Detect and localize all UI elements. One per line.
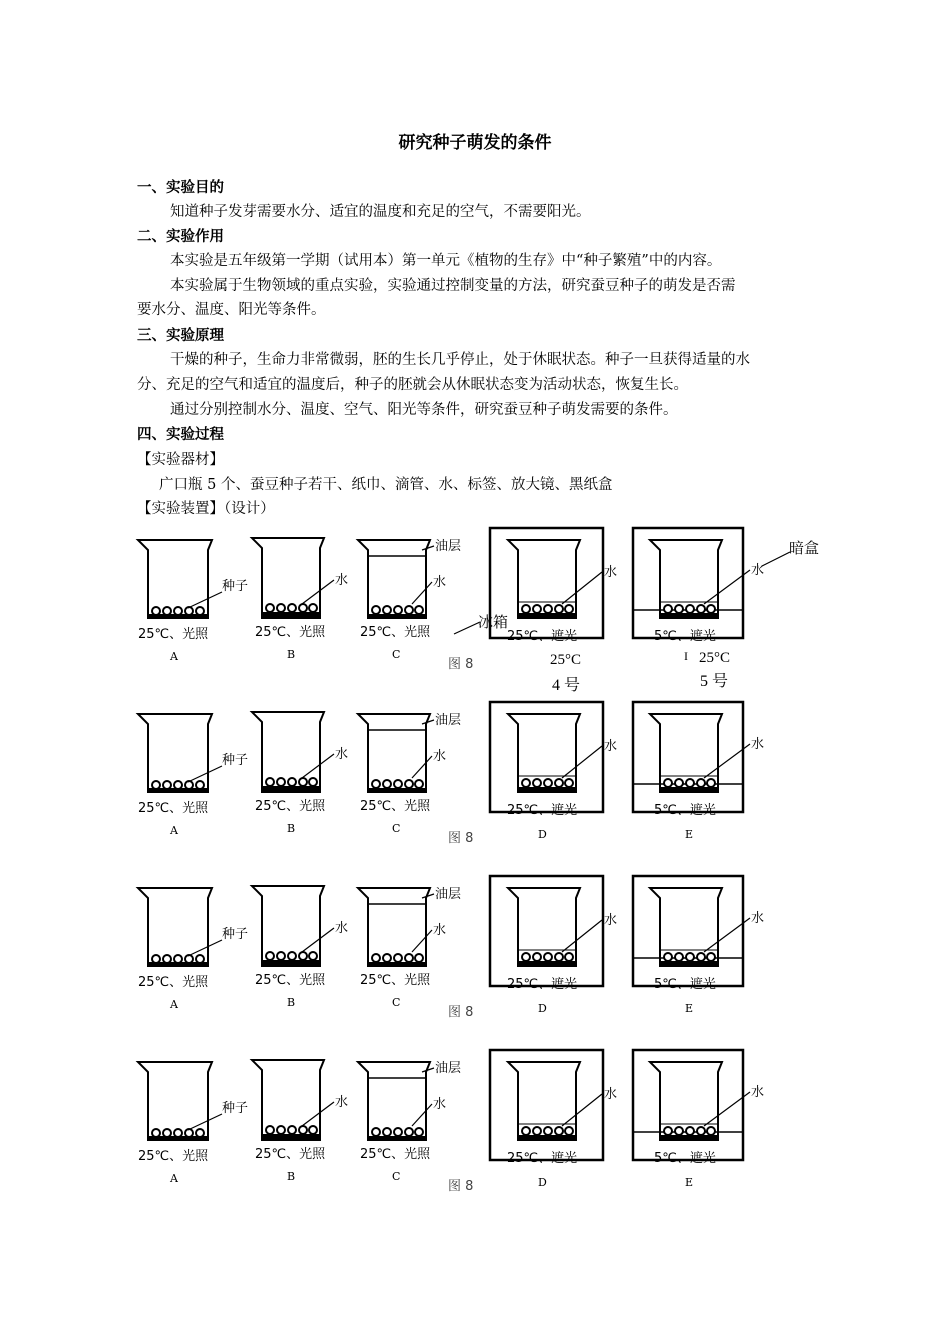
condition-d: 25℃、遮光 <box>507 977 578 992</box>
principle-paragraph-1a: 干燥的种子，生命力非常微弱，胚的生长几乎停止，处于休眠状态。种子一旦获得适量的水 <box>170 352 750 368</box>
water-label-c: 水 <box>433 1097 447 1112</box>
letter-a: A <box>170 998 178 1011</box>
condition-d: 25℃、遮光 <box>507 803 578 818</box>
condition-e: 5℃、遮光 <box>654 803 716 818</box>
setup-diagram <box>130 874 830 1052</box>
condition-a: 25℃、光照 <box>138 801 209 816</box>
condition-b: 25℃、光照 <box>255 799 326 814</box>
condition-c: 25℃、光照 <box>360 625 431 640</box>
setup-diagram <box>130 1048 830 1226</box>
figure-label: 图 8 <box>448 831 474 846</box>
water-label-e: 水 <box>751 737 765 752</box>
materials-heading: 【实验器材】 <box>137 452 224 468</box>
letter-a: A <box>170 1172 178 1185</box>
water-label-b: 水 <box>335 1095 349 1110</box>
letter-c: C <box>392 996 401 1009</box>
condition-b: 25℃、光照 <box>255 973 326 988</box>
oil-label: 油层 <box>435 887 462 902</box>
letter-b: B <box>287 648 296 661</box>
section-heading-principle: 三、实验原理 <box>137 328 224 344</box>
condition-c: 25℃、光照 <box>360 973 431 988</box>
role-paragraph-2a: 本实验属于生物领域的重点实验，实验通过控制变量的方法，研究蚕豆种子的萌发是否需 <box>170 278 736 294</box>
number-annotation-e: 5 号 <box>700 673 729 690</box>
dark-box-d <box>490 702 603 812</box>
letter-b: B <box>287 996 296 1009</box>
materials-text: 广口瓶 5 个、蚕豆种子若干、纸巾、滴管、水、标签、放大镜、黑纸盒 <box>159 477 613 493</box>
dark-box-e <box>633 876 743 986</box>
dark-box-e <box>633 1050 743 1160</box>
letter-a: A <box>170 650 178 663</box>
letter-e-fragment: I <box>684 649 688 663</box>
water-label-d: 水 <box>604 565 618 580</box>
condition-a: 25℃、光照 <box>138 1149 209 1164</box>
letter-e: E <box>685 828 694 841</box>
condition-b: 25℃、光照 <box>255 1147 326 1162</box>
condition-e: 5℃、遮光 <box>654 977 716 992</box>
dark-box-e <box>633 702 743 812</box>
letter-a: A <box>170 824 178 837</box>
purpose-text: 知道种子发芽需要水分、适宜的温度和充足的空气，不需要阳光。 <box>170 204 591 220</box>
letter-e: E <box>685 1176 694 1189</box>
letter-d: D <box>538 1176 547 1189</box>
page-title: 研究种子萌发的条件 <box>398 133 552 153</box>
role-paragraph-2b: 要水分、温度、阳光等条件。 <box>137 302 326 318</box>
condition-d: 25℃、遮光 <box>507 629 578 644</box>
fridge-annotation: 冰箱 <box>478 615 509 631</box>
letter-d: D <box>538 828 547 841</box>
seed-label: 种子 <box>222 927 249 942</box>
condition-c: 25℃、光照 <box>360 799 431 814</box>
figure-label: 图 8 <box>448 1005 474 1020</box>
diagram-3 <box>130 874 830 1052</box>
water-label-e: 水 <box>751 563 765 578</box>
section-heading-purpose: 一、实验目的 <box>137 180 224 196</box>
water-label-c: 水 <box>433 749 447 764</box>
setup-heading: 【实验装置】（设计） <box>137 501 275 517</box>
figure-label: 图 8 <box>448 1179 474 1194</box>
principle-paragraph-1b: 分、充足的空气和适宜的温度后，种子的胚就会从休眠状态变为活动状态，恢复生长。 <box>137 377 688 393</box>
oil-label: 油层 <box>435 713 462 728</box>
seed-label: 种子 <box>222 753 249 768</box>
water-label-d: 水 <box>604 1087 618 1102</box>
principle-paragraph-2: 通过分别控制水分、温度、空气、阳光等条件，研究蚕豆种子萌发需要的条件。 <box>170 402 678 418</box>
condition-a: 25℃、光照 <box>138 975 209 990</box>
section-heading-process: 四、实验过程 <box>137 427 224 443</box>
water-label-d: 水 <box>604 913 618 928</box>
letter-d: D <box>538 1002 547 1015</box>
seed-label: 种子 <box>222 1101 249 1116</box>
dark-box-d <box>490 876 603 986</box>
water-label-c: 水 <box>433 923 447 938</box>
letter-c: C <box>392 648 401 661</box>
seed-label: 种子 <box>222 579 249 594</box>
dark-box-d <box>490 1050 603 1160</box>
diagram-4 <box>130 1048 830 1226</box>
water-label-b: 水 <box>335 747 349 762</box>
dark-box-e <box>633 528 743 638</box>
letter-b: B <box>287 822 296 835</box>
condition-c: 25℃、光照 <box>360 1147 431 1162</box>
condition-b: 25℃、光照 <box>255 625 326 640</box>
number-annotation-d: 4 号 <box>552 677 581 694</box>
temp-annotation-e: 25°C <box>699 650 731 666</box>
oil-label: 油层 <box>435 539 462 554</box>
letter-c: C <box>392 822 401 835</box>
water-label-b: 水 <box>335 573 349 588</box>
role-paragraph-1: 本实验是五年级第一学期（试用本）第一单元《植物的生存》中“种子繁殖”中的内容。 <box>170 253 722 269</box>
setup-diagram <box>130 700 830 878</box>
temp-annotation-d: 25°C <box>550 652 582 668</box>
water-label-e: 水 <box>751 1085 765 1100</box>
dark-box-annotation: 暗盒 <box>789 541 820 557</box>
condition-d: 25℃、遮光 <box>507 1151 578 1166</box>
letter-c: C <box>392 1170 401 1183</box>
dark-box-pointer <box>760 548 794 568</box>
diagram-2 <box>130 700 830 878</box>
letter-b: B <box>287 1170 296 1183</box>
fridge-pointer <box>452 620 482 636</box>
water-label-c: 水 <box>433 575 447 590</box>
condition-a: 25℃、光照 <box>138 627 209 642</box>
water-label-e: 水 <box>751 911 765 926</box>
water-label-d: 水 <box>604 739 618 754</box>
section-heading-role: 二、实验作用 <box>137 229 224 245</box>
letter-e: E <box>685 1002 694 1015</box>
condition-e: 5℃、遮光 <box>654 1151 716 1166</box>
water-label-b: 水 <box>335 921 349 936</box>
oil-label: 油层 <box>435 1061 462 1076</box>
figure-label: 图 8 <box>448 657 474 672</box>
condition-e: 5℃、遮光 <box>654 629 716 644</box>
